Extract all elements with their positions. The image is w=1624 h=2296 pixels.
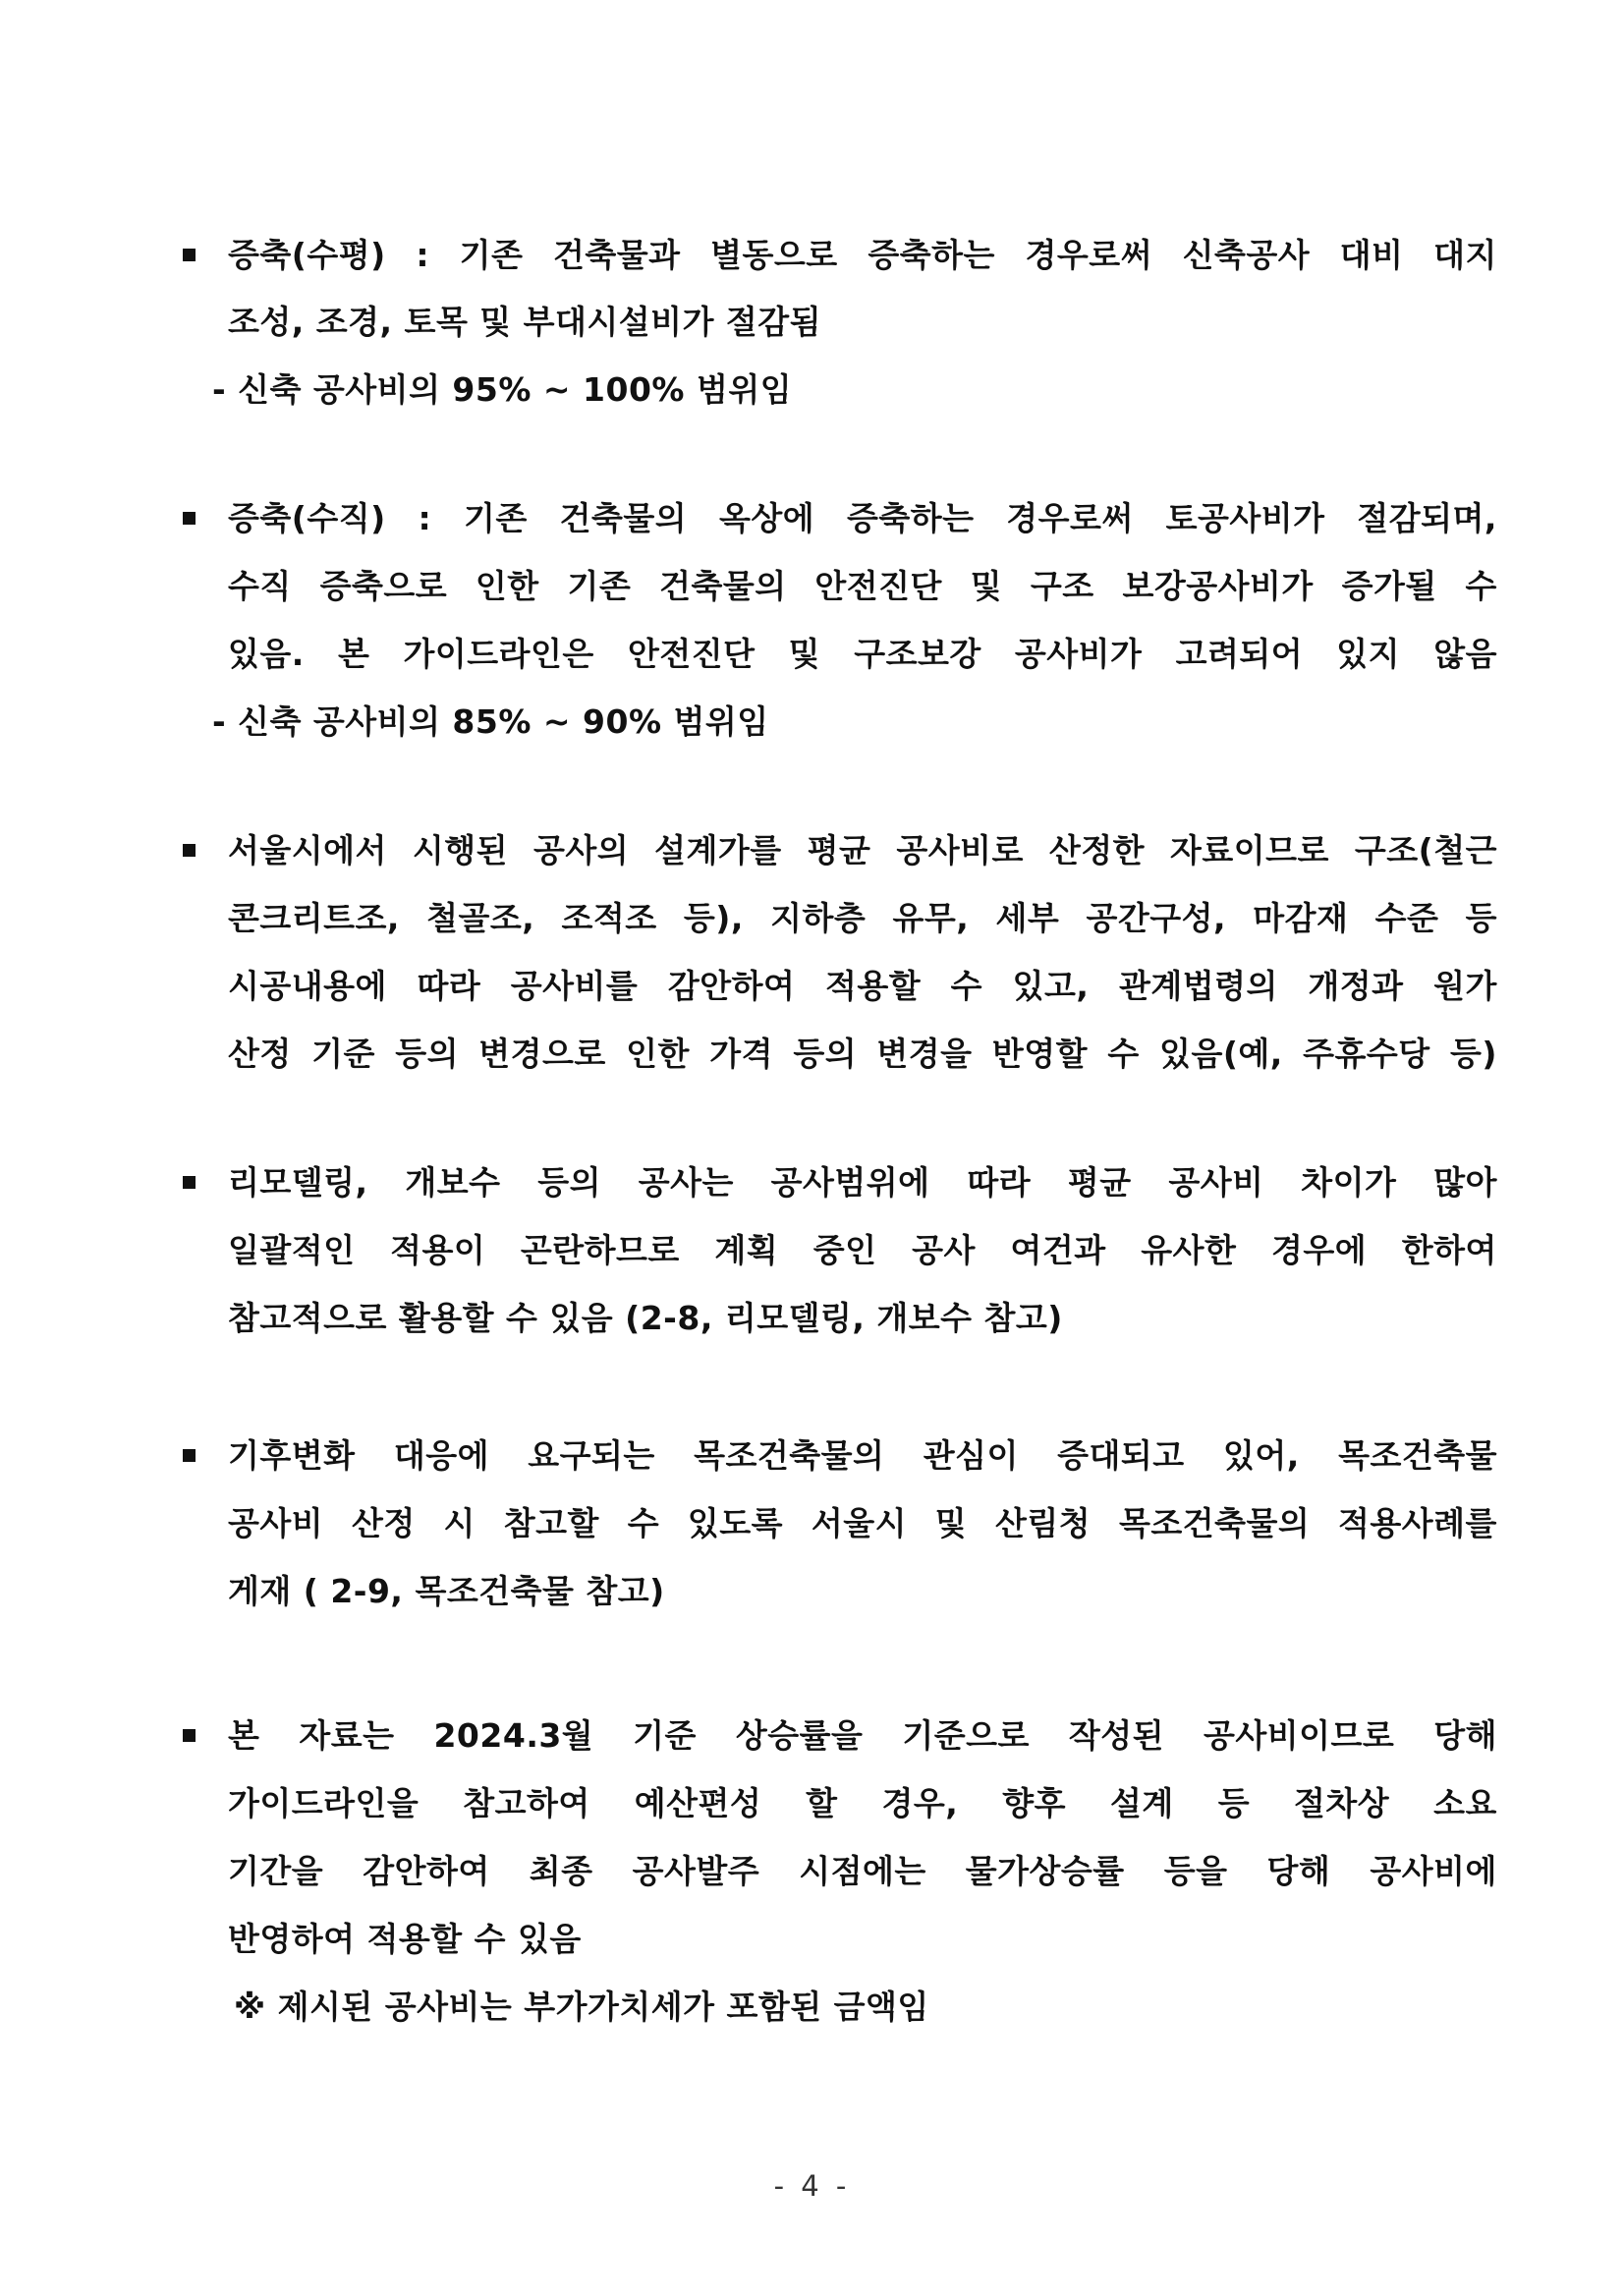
word: 따라 [967,1163,1032,1202]
word: 기준 [633,1716,697,1755]
word: 곤란하므로 [520,1231,680,1269]
word: 수 [627,1504,660,1542]
word: 대지 [1433,236,1497,274]
word: 있음. [228,635,305,673]
word: 절감되며, [1357,499,1497,537]
word: 공사발주 [632,1852,760,1890]
word: 있도록 [687,1504,784,1542]
sub-note: - 신축 공사비의 95% ~ 100% 범위임 [212,370,793,409]
word: 목조건축물의 [694,1436,885,1475]
word: 공사는 [638,1163,734,1202]
word: 지하층 [770,899,867,937]
square-bullet-icon [183,844,196,857]
word: 세부 [995,899,1060,937]
word: 적용사례를 [1338,1504,1497,1542]
word: 증축(수직) [228,499,386,537]
word: 옥상에 [718,499,815,537]
word: 변경을 [876,1035,973,1073]
word: 관계법령의 [1118,967,1278,1005]
word: 건축물과 [553,236,681,274]
text-line [228,550,1497,623]
text-line [228,1147,1497,1219]
word: 가격 [709,1035,773,1073]
text-line [228,219,1497,292]
word: 구조(철근 [1354,831,1497,869]
square-bullet-icon [183,1449,196,1462]
text-line [228,482,1497,555]
word: 별동으로 [710,236,838,274]
word: 공사비로 [896,831,1024,869]
text-line [228,1018,1497,1091]
word: 기준 [311,1035,375,1073]
text-line: 조성, 조경, 토목 및 부대시설비가 절감됨 [228,303,822,341]
word: 적용할 [824,967,922,1005]
word: 건축물의 [559,499,688,537]
page-number: - 4 - [773,2169,851,2203]
word: 자료는 [299,1716,395,1755]
word: 가이드라인은 [403,635,594,673]
word: 등 [1217,1784,1251,1822]
word: 따라 [417,967,481,1005]
word: 증축하는 [846,499,975,537]
word: 계획 [714,1231,779,1269]
word: 절차상 [1294,1784,1390,1822]
word: 본 [337,635,370,673]
text-line [228,1700,1497,1772]
word: 등을 [1163,1852,1228,1890]
word: 증축하는 [868,236,995,274]
word: 증축(수평) [228,236,386,274]
word: 가이드라인을 [228,1784,420,1822]
word: 주휴수당 [1303,1035,1430,1073]
word: 평균 [807,831,871,869]
word: 등의 [395,1035,459,1073]
text-line [228,618,1497,691]
word: 콘크리트조, [228,899,400,937]
word: 당해 [1433,1716,1497,1755]
word: 산정한 [1048,831,1146,869]
text-line [228,882,1497,955]
square-bullet-icon [183,512,196,525]
word: 증가될 [1341,567,1437,605]
word: 개보수 [405,1163,501,1202]
text-line [228,814,1497,887]
word: 인한 [626,1035,690,1073]
word: 서울시에서 [228,831,387,869]
word: 산정 [351,1504,416,1542]
word: 관심이 [923,1436,1019,1475]
word: 대응에 [393,1436,489,1475]
word: 신축공사 [1182,236,1311,274]
word: 있음(예, [1159,1035,1283,1073]
word: 있어, [1222,1436,1300,1475]
word: 일괄적인 [228,1231,356,1269]
footnote: ※ 제시된 공사비는 부가가치세가 포함된 금액임 [234,1988,929,2026]
word: 공사비에 [1370,1852,1497,1890]
word: 등의 [793,1035,858,1073]
word: 요구되는 [528,1436,655,1475]
word: 공사의 [533,831,630,869]
word: 보강공사비가 [1122,567,1314,605]
word: : [416,236,430,274]
word: 및 [788,635,821,673]
word: 있지 [1336,635,1401,673]
text-line: 게재 ( 2-9, 목조건축물 참고) [228,1572,665,1610]
word: 철골조, [426,899,535,937]
word: 참고하여 [463,1784,590,1822]
word: 중인 [812,1231,877,1269]
word: 공사비 [1168,1163,1264,1202]
word: 감안하여 [363,1852,490,1890]
word: 2024.3월 [433,1716,594,1755]
text-line: 참고적으로 활용할 수 있음 (2-8, 리모델링, 개보수 참고) [228,1299,1063,1337]
word: 및 [934,1504,968,1542]
word: 공사 [912,1231,976,1269]
word: 인한 [475,567,539,605]
word: 기준으로 [902,1716,1030,1755]
text-line [228,1420,1497,1492]
word: 개정과 [1308,967,1404,1005]
word: 한하여 [1401,1231,1497,1269]
word: 공사비를 [510,967,639,1005]
word: 기간을 [228,1852,324,1890]
word: 토공사비가 [1165,499,1325,537]
word: 등 [1465,899,1497,937]
word: 평균 [1067,1163,1132,1202]
text-line: 반영하여 적용할 수 있음 [228,1920,582,1958]
word: 향후 [1002,1784,1067,1822]
word: 산림청 [995,1504,1092,1542]
word: 대비 [1339,236,1404,274]
word: 공사비 [228,1504,324,1542]
word: 많아 [1433,1163,1497,1202]
word: 공사비이므로 [1203,1716,1395,1755]
word: 적용이 [390,1231,486,1269]
word: 경우, [881,1784,959,1822]
word: 있고, [1012,967,1090,1005]
word: 소요 [1433,1784,1497,1822]
word: : [418,499,432,537]
word: 증축으로 [319,567,448,605]
word: 본 [228,1716,260,1755]
word: 기후변화 [228,1436,356,1475]
word: 목조건축물의 [1118,1504,1311,1542]
word: 작성된 [1068,1716,1165,1755]
word: 수 [950,967,983,1005]
word: 등의 [537,1163,601,1202]
word: 증대되고 [1057,1436,1185,1475]
word: 마감재 [1253,899,1349,937]
word: 기존 [464,499,528,537]
word: 최종 [529,1852,593,1890]
sub-note: - 신축 공사비의 85% ~ 90% 범위임 [212,702,769,741]
word: 조적조 [561,899,657,937]
word: 유사한 [1141,1231,1237,1269]
word: 시공내용에 [228,967,387,1005]
word: 자료이므로 [1170,831,1329,869]
word: 설계 [1109,1784,1174,1822]
word: 할 [806,1784,838,1822]
word: 상승률을 [735,1716,864,1755]
word: 당해 [1266,1852,1331,1890]
word: 시 [443,1504,476,1542]
word: 리모델링, [228,1163,368,1202]
word: 건축물의 [659,567,787,605]
word: 여건과 [1010,1231,1106,1269]
word: 기존 [459,236,524,274]
word: 기존 [567,567,632,605]
word: 설계가를 [654,831,782,869]
word: 원가 [1433,967,1497,1005]
word: 않음 [1433,635,1497,673]
word: 반영할 [991,1035,1089,1073]
word: 공간구성, [1086,899,1227,937]
word: 안전진단 [814,567,942,605]
word: 참고할 [503,1504,599,1542]
text-line [228,1767,1497,1840]
text-line [228,950,1497,1023]
word: 수준 [1374,899,1439,937]
word: 물가상승률 [965,1852,1125,1890]
word: 시행된 [412,831,509,869]
word: 시점에는 [799,1852,926,1890]
word: 등) [1450,1035,1497,1073]
square-bullet-icon [183,249,196,261]
square-bullet-icon [183,1176,196,1189]
word: 차이가 [1301,1163,1397,1202]
word: 목조건축물 [1338,1436,1497,1475]
text-line [228,1487,1497,1560]
word: 구조 [1030,567,1094,605]
word: 공사비가 [1014,635,1143,673]
word: 감안하여 [667,967,796,1005]
word: 변경으로 [478,1035,606,1073]
text-line [228,1835,1497,1908]
square-bullet-icon [183,1729,196,1742]
word: 경우에 [1271,1231,1368,1269]
text-line [228,1214,1497,1287]
word: 유무, [892,899,970,937]
word: 및 [970,567,1003,605]
word: 산정 [228,1035,292,1073]
word: 수 [1465,567,1497,605]
word: 경우로써 [1025,236,1152,274]
word: 예산편성 [634,1784,762,1822]
word: 공사범위에 [770,1163,930,1202]
word: 수 [1107,1035,1140,1073]
word: 경우로써 [1006,499,1134,537]
word: 안전진단 [627,635,756,673]
word: 서울시 [811,1504,907,1542]
word: 등), [683,899,744,937]
word: 수직 [228,567,292,605]
word: 구조보강 [854,635,981,673]
word: 고려되어 [1175,635,1304,673]
